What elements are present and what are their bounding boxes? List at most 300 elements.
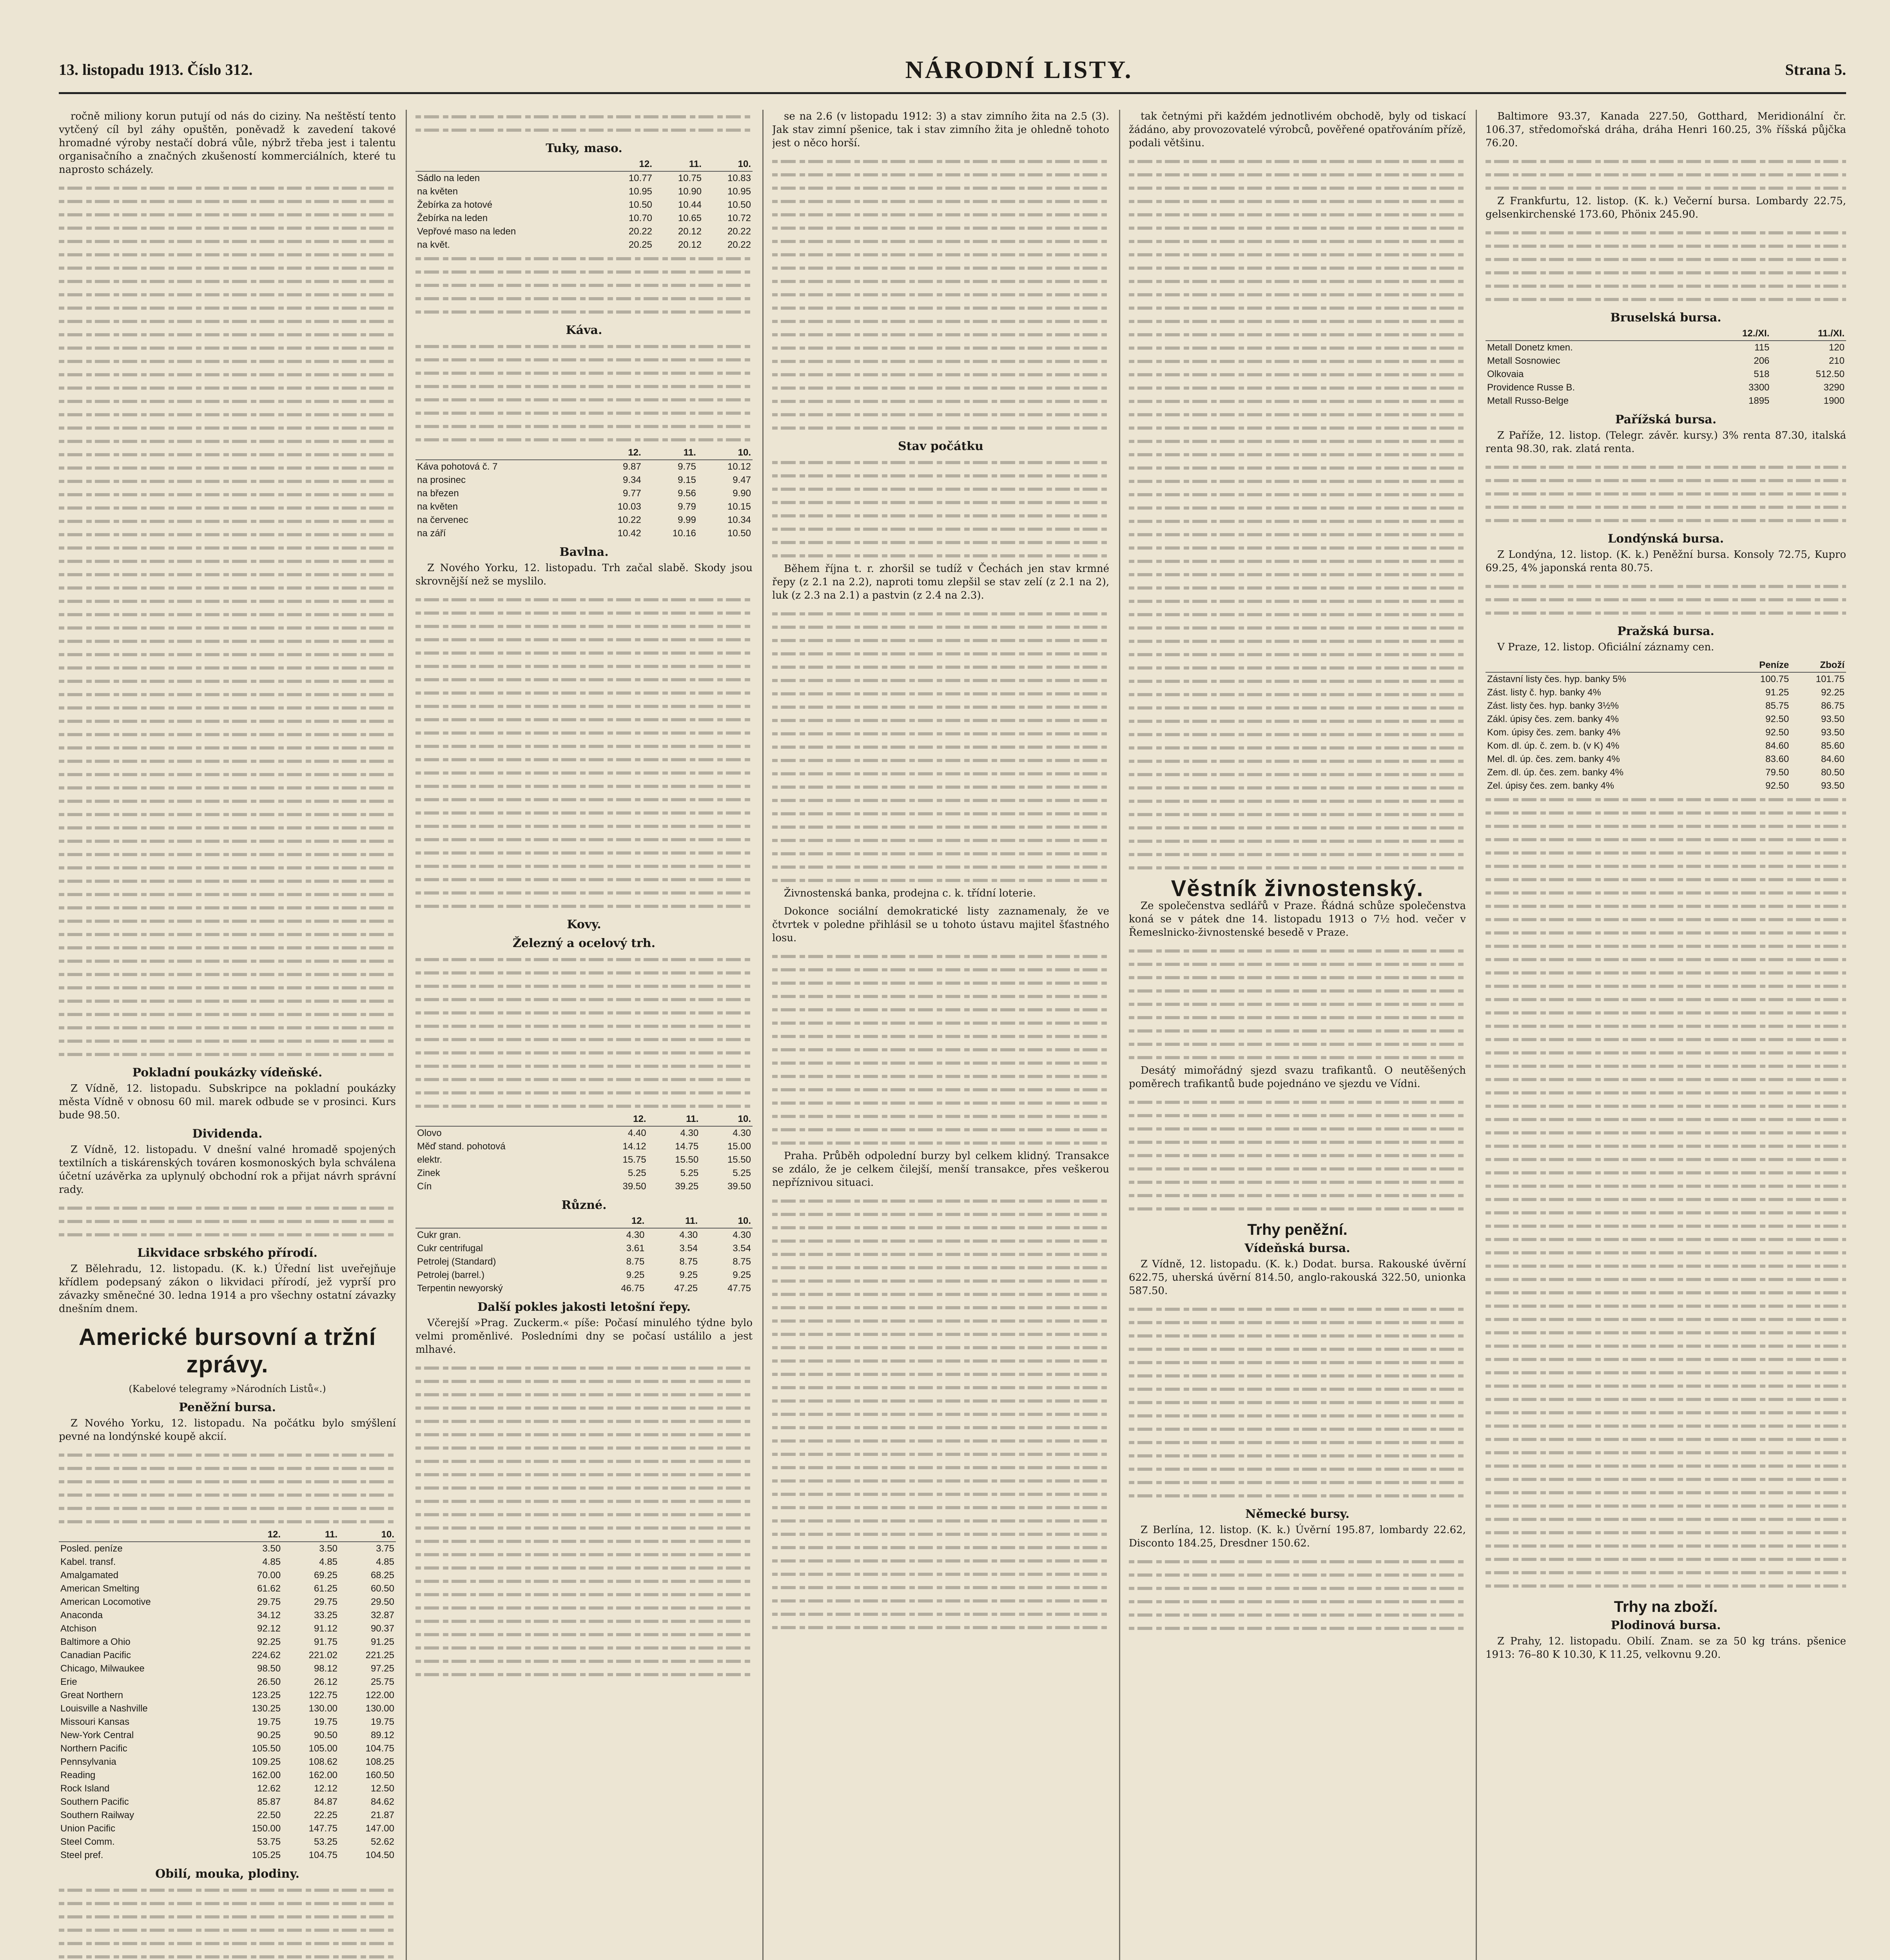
table-cell: 5.25 [628, 1168, 646, 1178]
table-row [415, 487, 753, 500]
table-cell: 9.25 [733, 1270, 751, 1280]
table-cell: Vepřové maso na leden [417, 226, 516, 237]
table-row [59, 1755, 396, 1769]
table-cell: 9.34 [622, 475, 641, 485]
column-header: 12./XI. [1700, 327, 1771, 341]
masthead [59, 47, 1846, 94]
table-cell: Missouri Kansas [60, 1717, 130, 1727]
column-header: 11. [282, 1528, 339, 1542]
heading-bavlna: Bavlna. [559, 545, 609, 559]
table-row [415, 1242, 753, 1255]
heading-obili: Obilí, mouka, plodiny. [155, 1867, 299, 1881]
table-cell: 105.00 [308, 1743, 338, 1754]
column-header [59, 1528, 225, 1542]
table-cell: Zinek [417, 1168, 440, 1178]
heading-razne: Různé. [561, 1198, 607, 1212]
table-cell: 91.75 [314, 1637, 338, 1647]
table-cell: Kom. úpisy čes. zem. banky 4% [1487, 727, 1621, 738]
table-row [1486, 739, 1846, 753]
article-intro: ročně miliony korun putují od nás do ciziny. Na neštěstí tento vytčený cíl byl záhy opuštěn, poněvadž k zavedení takové hromadné výroby nestačí dobrá vůle, nýbrž třeba jest i talentu organisačního a značných zkušeností kommerciálních, které tu naprosto scházely. [59, 111, 396, 176]
column-header: 12. [604, 158, 654, 171]
table-cell: 10.72 [727, 213, 751, 223]
table-cell: 14.12 [622, 1141, 646, 1152]
table-cell: 10.50 [628, 200, 652, 210]
table-cell: Petrolej (barrel.) [417, 1270, 485, 1280]
column-header [1486, 659, 1733, 672]
table-cell: Kabel. transf. [60, 1557, 116, 1567]
table-cell: Cín [417, 1181, 432, 1192]
table-cell: 4.30 [679, 1230, 698, 1240]
table-cell: Olovo [417, 1128, 442, 1138]
table-cell: 90.37 [370, 1623, 394, 1634]
table-cell: 104.75 [308, 1850, 338, 1860]
table-cell: 92.50 [1765, 780, 1789, 791]
column-header: 11./XI. [1771, 327, 1846, 341]
table-row [1486, 341, 1846, 354]
table-cell: Petrolej (Standard) [417, 1256, 496, 1267]
text-col4-2: Ze společenstva sedlářů v Praze. Řádná schůze společenstva koná se v pátek dne 14. listopadu 1913 o 7½ hod. večer v Řemeslnicko-živnostenské besedě v Praze. [1129, 900, 1466, 938]
table-cell: Louisville a Nashville [60, 1703, 148, 1714]
table-cell: 4.40 [628, 1128, 646, 1138]
table-cell: 10.90 [678, 186, 702, 197]
table-cell: 22.50 [257, 1810, 281, 1820]
table-cell: Great Northern [60, 1690, 123, 1700]
table-row [59, 1582, 396, 1595]
table-row [59, 1782, 396, 1795]
column-5 [1486, 110, 1846, 1960]
table-cell: 115 [1754, 342, 1770, 353]
table-cell: Chicago, Milwaukee [60, 1663, 145, 1674]
text-parizska: Z Paříže, 12. listop. (Telegr. závěr. kursy.) 3% renta 87.30, italská renta 98.30, rak. zlatá renta. [1486, 430, 1846, 455]
kava-table [415, 446, 753, 540]
table-cell: 206 [1754, 356, 1770, 366]
table-cell: Canadian Pacific [60, 1650, 131, 1661]
table-row [415, 500, 753, 514]
newspaper-page [59, 47, 1846, 1960]
table-cell: 91.25 [1765, 687, 1789, 698]
heading-poukazky: Pokladní poukázky vídeňské. [132, 1066, 323, 1080]
table-cell: Atchison [60, 1623, 97, 1634]
table-cell: 29.75 [257, 1597, 281, 1607]
table-cell: 20.12 [678, 240, 702, 250]
table-row [415, 1282, 753, 1295]
table-cell: 29.75 [314, 1597, 338, 1607]
heading-parizska: Pařížská bursa. [1615, 413, 1717, 426]
column-header: 12. [225, 1528, 282, 1542]
table-cell: 32.87 [370, 1610, 394, 1621]
table-cell: Zem. dl. úp. čes. zem. banky 4% [1487, 767, 1624, 778]
column-header: 10. [703, 158, 753, 171]
table-cell: 10.44 [678, 200, 702, 210]
table-cell: Zástavní listy čes. hyp. banky 5% [1487, 674, 1626, 684]
table-cell: 221.02 [308, 1650, 338, 1661]
table-cell: Cukr centrifugal [417, 1243, 483, 1254]
table-cell: 14.75 [675, 1141, 699, 1152]
table-cell: 15.50 [727, 1154, 751, 1165]
table-header-row [415, 446, 753, 460]
table-cell: Southern Pacific [60, 1797, 129, 1807]
table-cell: 19.75 [257, 1717, 281, 1727]
table-cell: 8.75 [679, 1256, 698, 1267]
table-cell: 84.60 [1765, 740, 1789, 751]
table-cell: 3.50 [319, 1543, 338, 1554]
table-cell: 512.50 [1816, 369, 1845, 379]
table-cell: American Locomotive [60, 1597, 151, 1607]
table-cell: 52.62 [370, 1837, 394, 1847]
table-header-row [415, 1112, 753, 1126]
table-cell: Metall Donetz kmen. [1487, 342, 1573, 353]
table-cell: 122.00 [365, 1690, 394, 1700]
table-row [59, 1795, 396, 1809]
table-cell: 90.50 [314, 1730, 338, 1740]
table-cell: Steel pref. [60, 1850, 103, 1860]
table-row [415, 1180, 753, 1193]
column-3 [772, 110, 1109, 1960]
table-cell: 39.50 [727, 1181, 751, 1192]
text-bavlna: Z Nového Yorku, 12. listopadu. Trh začal slabě. Skody jsou skrovnější než se myslilo. [415, 562, 753, 587]
table-cell: 4.85 [376, 1557, 394, 1567]
issue-date: 13. listopadu 1913. Číslo 312. [59, 61, 253, 78]
text-col4-3: Desátý mimořádný sjezd svazu trafikantů. O neutěšených poměrech trafikantů bude pojednáno ve sjezdu ve Vídni. [1129, 1065, 1466, 1090]
table-cell: na červenec [417, 515, 468, 525]
paper-title: NÁRODNÍ LISTY. [905, 55, 1133, 83]
prazska-table [1486, 659, 1846, 793]
table-cell: 91.25 [370, 1637, 394, 1647]
table-row [59, 1729, 396, 1742]
table-cell: 130.00 [308, 1703, 338, 1714]
table-cell: Baltimore a Ohio [60, 1637, 131, 1647]
table-cell: 53.25 [314, 1837, 338, 1847]
table-cell: Sádlo na leden [417, 173, 480, 183]
table-cell: 89.12 [370, 1730, 394, 1740]
table-row [415, 474, 753, 487]
table-cell: na září [417, 528, 446, 539]
table-header-row [59, 1528, 396, 1542]
heading-americke-zpravy: Americké bursovní a tržní zprávy. [78, 1324, 376, 1377]
table-cell: 85.75 [1765, 701, 1789, 711]
table-cell: 123.25 [252, 1690, 281, 1700]
table-row [415, 1153, 753, 1167]
table-cell: na květ. [417, 240, 450, 250]
table-cell: 9.99 [678, 515, 696, 525]
table-row [1486, 672, 1846, 686]
table-cell: American Smelting [60, 1583, 140, 1594]
heading-dividenda: Dividenda. [192, 1127, 263, 1141]
table-cell: 9.87 [622, 461, 641, 472]
table-cell: 12.12 [314, 1783, 338, 1794]
table-cell: 20.22 [727, 226, 751, 237]
table-row [59, 1769, 396, 1782]
heading-kovy: Kovy. [567, 918, 601, 931]
table-cell: 162.00 [308, 1770, 338, 1780]
table-cell: 12.62 [257, 1783, 281, 1794]
table-row [59, 1689, 396, 1702]
table-row [1486, 686, 1846, 699]
table-cell: 10.15 [727, 501, 751, 512]
text-col4-1: tak četnými při každém jednotlivém obchodě, byly od tiskací žádáno, aby provozovatelé výrobců, pověřené opatřováním přízě, podali většinu. [1129, 111, 1466, 149]
table-cell: Mel. dl. úp. čes. zem. banky 4% [1487, 754, 1620, 764]
table-cell: 93.50 [1821, 780, 1845, 791]
table-cell: 150.00 [252, 1823, 281, 1834]
heading-stav: Stav počátku [898, 439, 983, 453]
table-cell: 98.50 [257, 1663, 281, 1674]
table-cell: na březen [417, 488, 459, 499]
heading-kava: Káva. [566, 323, 602, 337]
table-row [1486, 699, 1846, 713]
table-cell: Terpentin newyorský [417, 1283, 503, 1294]
heading-trhy-zbozi: Trhy na zboží. [1614, 1598, 1718, 1615]
table-cell: Kom. dl. úp. č. zem. b. (v K) 4% [1487, 740, 1620, 751]
table-row [59, 1822, 396, 1835]
table-header-row [415, 158, 753, 171]
table-cell: 12.50 [370, 1783, 394, 1794]
table-row [415, 1269, 753, 1282]
table-cell: 15.00 [727, 1141, 751, 1152]
table-cell: 61.25 [314, 1583, 338, 1594]
text-likvidace: Z Bělehradu, 12. listopadu. (K. k.) Úřední list uveřejňuje křídlem podepsaný zákon o likvidaci přírodí, jež vyprší pro závazky směnečné 30. ledna 1914 a pro všechny ostatní závazky dnešním dnem. [59, 1263, 396, 1315]
americke-note: (Kabelové telegramy »Národních Listů«.) [129, 1383, 326, 1394]
table-cell: 10.22 [617, 515, 641, 525]
table-row [59, 1742, 396, 1755]
table-row [1486, 766, 1846, 779]
table-cell: Pennsylvania [60, 1757, 116, 1767]
table-cell: 84.62 [370, 1797, 394, 1807]
table-cell: 53.75 [257, 1837, 281, 1847]
table-cell: 20.12 [678, 226, 702, 237]
column-header: 11. [646, 1214, 699, 1228]
column-header: 11. [643, 446, 698, 460]
table-row [59, 1835, 396, 1849]
table-cell: 100.75 [1760, 674, 1789, 684]
heading-likvidace: Likvidace srbského přírodí. [137, 1246, 317, 1260]
table-cell: Žebírka na leden [417, 213, 488, 223]
table-row [1486, 354, 1846, 368]
table-cell: Southern Railway [60, 1810, 134, 1820]
table-cell: 10.50 [727, 200, 751, 210]
table-cell: 10.83 [727, 173, 751, 183]
table-row [59, 1715, 396, 1729]
column-header [415, 446, 588, 460]
table-cell: 160.50 [365, 1770, 394, 1780]
text-col5-2: Z Frankfurtu, 12. listop. (K. k.) Večerní bursa. Lombardy 22.75, gelsenkirchenské 173.60, Phönix 245.90. [1486, 195, 1846, 220]
column-header: 12. [593, 1214, 646, 1228]
table-cell: 5.25 [733, 1168, 751, 1178]
table-cell: 122.75 [308, 1690, 338, 1700]
table-row [59, 1542, 396, 1555]
table-cell: 60.50 [370, 1583, 394, 1594]
table-cell: 10.77 [628, 173, 652, 183]
table-cell: 10.16 [672, 528, 696, 539]
razne-table [415, 1214, 753, 1295]
table-cell: 83.60 [1765, 754, 1789, 764]
table-cell: 29.50 [370, 1597, 394, 1607]
table-cell: 70.00 [257, 1570, 281, 1581]
table-cell: 85.60 [1821, 740, 1845, 751]
table-cell: Anaconda [60, 1610, 103, 1621]
table-cell: 61.62 [257, 1583, 281, 1594]
table-cell: Erie [60, 1677, 77, 1687]
text-prazska-label: V Praze, 12. listop. Oficiální záznamy cen. [1497, 641, 1714, 653]
table-cell: 92.50 [1765, 714, 1789, 724]
table-row [1486, 394, 1846, 408]
table-cell: Rock Island [60, 1783, 110, 1794]
table-cell: 104.50 [365, 1850, 394, 1860]
table-cell: 21.87 [370, 1810, 394, 1820]
table-cell: 84.87 [314, 1797, 338, 1807]
table-cell: 1895 [1749, 396, 1770, 406]
table-cell: 10.03 [617, 501, 641, 512]
table-cell: Metall Sosnowiec [1487, 356, 1560, 366]
table-cell: 4.30 [733, 1230, 751, 1240]
column-header: Zboží [1790, 659, 1846, 672]
table-row [415, 1228, 753, 1242]
table-row [59, 1809, 396, 1822]
column-2 [415, 110, 753, 1960]
table-cell: 10.75 [678, 173, 702, 183]
stocks-table [59, 1528, 396, 1862]
table-cell: 4.85 [262, 1557, 281, 1567]
text-dividenda: Z Vídně, 12. listopadu. V dnešní valné hromadě spojených textilních a tiskárenských továren kosmonoských byla schválena účetní uzávěrka za uplynulý obchodní rok a přijat návrh správní rady. [59, 1144, 396, 1196]
table-row [59, 1635, 396, 1649]
table-cell: 130.00 [365, 1703, 394, 1714]
table-cell: Union Pacific [60, 1823, 116, 1834]
heading-tuky: Tuky, maso. [546, 142, 622, 155]
text-videnska: Z Vídně, 12. listopadu. (K. k.) Dodat. bursa. Rakouské úvěrní 622.75, uherská úvěrní 814.50, anglo-rakouská 322.50, unionka 587.50. [1129, 1258, 1466, 1297]
table-cell: 8.75 [733, 1256, 751, 1267]
table-cell: 33.25 [314, 1610, 338, 1621]
table-cell: 91.12 [314, 1623, 338, 1634]
table-cell: 105.25 [252, 1850, 281, 1860]
table-cell: Káva pohotová č. 7 [417, 461, 498, 472]
table-cell: 26.12 [314, 1677, 338, 1687]
table-row [1486, 726, 1846, 739]
text-poukazky: Z Vídně, 12. listopadu. Subskripce na pokladní poukázky města Vídně v obnosu 60 mil. marek odbude se v prosinci. Kurs bude 98.50. [59, 1083, 396, 1121]
table-cell: 9.25 [679, 1270, 698, 1280]
table-row [1486, 779, 1846, 793]
heading-nemecke: Německé bursy. [1245, 1507, 1349, 1521]
table-row [415, 1167, 753, 1180]
table-row [415, 212, 753, 225]
table-cell: 10.42 [617, 528, 641, 539]
table-cell: 10.34 [727, 515, 751, 525]
kovy-table [415, 1112, 753, 1193]
table-row [415, 198, 753, 212]
table-cell: 26.50 [257, 1677, 281, 1687]
heading-plodinova: Plodinová bursa. [1611, 1619, 1721, 1632]
table-cell: 93.50 [1821, 727, 1845, 738]
table-row [59, 1662, 396, 1675]
table-cell: 10.12 [727, 461, 751, 472]
table-cell: 19.75 [314, 1717, 338, 1727]
table-cell: 3290 [1823, 382, 1845, 393]
heading-zelezo: Železný a ocelový trh. [512, 936, 656, 950]
table-cell: 84.60 [1821, 754, 1845, 764]
table-cell: 120 [1828, 342, 1845, 353]
heading-penezni-bursa: Peněžní bursa. [179, 1401, 276, 1414]
column-header: 10. [700, 1112, 753, 1126]
table-cell: 68.25 [370, 1570, 394, 1581]
heading-videnska: Vídeňská bursa. [1244, 1241, 1350, 1255]
table-cell: 224.62 [252, 1650, 281, 1661]
table-cell: 92.50 [1765, 727, 1789, 738]
table-cell: 47.75 [727, 1283, 751, 1294]
table-cell: 92.25 [1821, 687, 1845, 698]
table-cell: Reading [60, 1770, 96, 1780]
table-cell: Měď stand. pohotová [417, 1141, 506, 1152]
text-londynska: Z Londýna, 12. listop. (K. k.) Peněžní bursa. Konsoly 72.75, Kupro 69.25, 4% japonská renta 80.75. [1486, 549, 1846, 574]
table-cell: 15.75 [622, 1154, 646, 1165]
table-cell: 105.50 [252, 1743, 281, 1754]
table-row [59, 1569, 396, 1582]
column-header: Peníze [1733, 659, 1790, 672]
table-cell: 101.75 [1816, 674, 1845, 684]
table-cell: Olkovaia [1487, 369, 1524, 379]
table-cell: 34.12 [257, 1610, 281, 1621]
table-cell: 79.50 [1765, 767, 1789, 778]
table-cell: 4.85 [319, 1557, 338, 1567]
table-cell: Northern Pacific [60, 1743, 127, 1754]
table-cell: 39.50 [622, 1181, 646, 1192]
table-cell: 20.25 [628, 240, 652, 250]
table-cell: Posled. peníze [60, 1543, 123, 1554]
heading-vestnik: Věstník živnostenský. [1171, 876, 1424, 901]
table-cell: 46.75 [621, 1283, 645, 1294]
table-cell: 92.12 [257, 1623, 281, 1634]
table-cell: Zákl. úpisy čes. zem. banky 4% [1487, 714, 1619, 724]
page-number: Strana 5. [1785, 61, 1846, 78]
table-cell: 10.95 [727, 186, 751, 197]
table-cell: 15.50 [675, 1154, 699, 1165]
column-header: 11. [648, 1112, 700, 1126]
table-cell: 9.47 [733, 475, 751, 485]
table-cell: 9.79 [678, 501, 696, 512]
column-header [1486, 327, 1700, 341]
bruselska-table [1486, 327, 1846, 408]
table-header-row [1486, 659, 1846, 672]
table-cell: 5.25 [680, 1168, 699, 1178]
table-row [59, 1622, 396, 1635]
table-row [415, 460, 753, 474]
table-cell: 47.25 [674, 1283, 698, 1294]
column-header: 10. [699, 1214, 753, 1228]
table-cell: 109.25 [252, 1757, 281, 1767]
table-row [59, 1849, 396, 1862]
table-row [415, 1255, 753, 1269]
table-cell: 3.54 [679, 1243, 698, 1254]
table-row [59, 1595, 396, 1609]
table-cell: na květen [417, 501, 458, 512]
text-col3-3: Dokonce sociální demokratické listy zaznamenaly, že ve čtvrtek v poledne přihlásil se u tohoto ústavu majitel šťastného losu. [772, 906, 1109, 944]
text-nemecke: Z Berlína, 12. listop. (K. k.) Úvěrní 195.87, lombardy 22.62, Disconto 184.25, Dresdner 150.62. [1129, 1524, 1466, 1549]
table-cell: Providence Russe B. [1487, 382, 1575, 393]
table-cell: 10.65 [678, 213, 702, 223]
table-cell: 221.25 [365, 1650, 394, 1661]
heading-prazska: Pražská bursa. [1617, 624, 1714, 638]
table-cell: 93.50 [1821, 714, 1845, 724]
heading-londynska: Londýnská bursa. [1607, 532, 1724, 546]
table-cell: 3.61 [626, 1243, 645, 1254]
table-row [59, 1675, 396, 1689]
table-cell: 108.62 [308, 1757, 338, 1767]
heading-bruselska: Bruselská bursa. [1610, 311, 1721, 325]
table-cell: 22.25 [314, 1810, 338, 1820]
table-row [415, 185, 753, 198]
table-cell: Zást. listy čes. hyp. banky 3½% [1487, 701, 1619, 711]
table-header-row [415, 1214, 753, 1228]
table-cell: 162.00 [252, 1770, 281, 1780]
table-cell: 9.75 [678, 461, 696, 472]
table-cell: 3.50 [262, 1543, 281, 1554]
